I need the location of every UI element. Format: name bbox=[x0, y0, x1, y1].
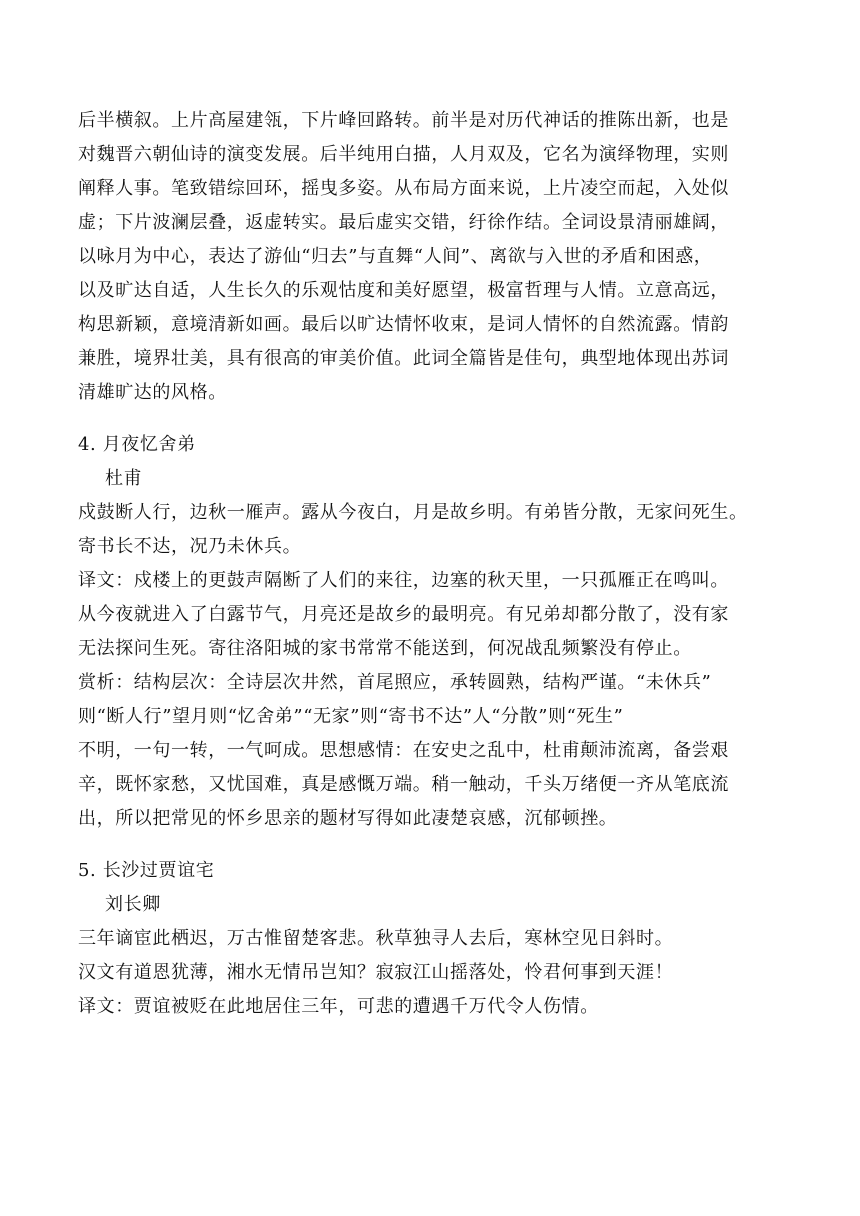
author-name: 刘长卿 bbox=[105, 894, 161, 915]
translation-line: 译文：戍楼上的更鼓声隔断了人们的来往，边塞的秋天里，一只孤雁正在鸣叫。 bbox=[78, 570, 729, 591]
analysis-line: 不明，一句一转，一气呵成。思想感情：在安史之乱中，杜甫颠沛流离，备尝艰 bbox=[78, 740, 729, 761]
poem-line: 汉文有道恩犹薄，湘水无情吊岂知？寂寂江山摇落处，怜君何事到天涯！ bbox=[78, 962, 674, 983]
paragraph-line: 以咏月为中心，表达了游仙“归去”与直舞“人间”、离欲与入世的矛盾和困惑， bbox=[78, 246, 713, 267]
poem-line: 三年谪宦此栖迟，万古惟留楚客悲。秋草独寻人去后，寒林空见日斜时。 bbox=[78, 928, 674, 949]
analysis-line: 辛，既怀家愁，又忧国难，真是感慨万端。稍一触动，千头万绪便一齐从笔底流 bbox=[78, 774, 729, 795]
section-heading: 5. 长沙过贾谊宅 bbox=[78, 860, 215, 881]
analysis-line: 则“断人行”望月则“忆舍弟”“无家”则“寄书不达”人“分散”则“死生” bbox=[78, 706, 624, 727]
translation-line: 从今夜就进入了白露节气，月亮还是故乡的最明亮。有兄弟却都分散了，没有家 bbox=[78, 604, 729, 625]
analysis-line: 出，所以把常见的怀乡思亲的题材写得如此凄楚哀感，沉郁顿挫。 bbox=[78, 808, 618, 829]
paragraph-line: 清雄旷达的风格。 bbox=[78, 382, 227, 403]
paragraph-line: 构思新颖，意境清新如画。最后以旷达情怀收束，是词人情怀的自然流露。情韵 bbox=[78, 314, 729, 335]
translation-line: 无法探问生死。寄往洛阳城的家书常常不能送到，何况战乱频繁没有停止。 bbox=[78, 638, 692, 659]
paragraph-line: 以及旷达自适，人生长久的乐观怙度和美好愿望，极富哲理与人情。立意高远， bbox=[78, 280, 729, 301]
section-heading: 4. 月夜忆舍弟 bbox=[78, 434, 196, 455]
poem-line: 寄书长不达，况乃未休兵。 bbox=[78, 536, 302, 557]
analysis-line: 赏析：结构层次：全诗层次井然，首尾照应，承转圆熟，结构严谨。“未休兵” bbox=[78, 672, 712, 693]
paragraph-line: 阐释人事。笔致错综回环，摇曳多姿。从布局方面来说，上片凌空而起，入处似 bbox=[78, 178, 729, 199]
paragraph-line: 虚；下片波澜层叠，返虚转实。最后虚实交错，纡徐作结。全词设景清丽雄阔， bbox=[78, 212, 729, 233]
translation-line: 译文：贾谊被贬在此地居住三年，可悲的遭遇千万代令人伤情。 bbox=[78, 996, 599, 1017]
paragraph-line: 对魏晋六朝仙诗的演变发展。后半纯用白描，人月双及，它名为演绎物理，实则 bbox=[78, 144, 729, 165]
author-name: 杜甫 bbox=[105, 468, 143, 489]
paragraph-line: 兼胜，境界壮美，具有很高的审美价值。此词全篇皆是佳句，典型地体现出苏词 bbox=[78, 348, 729, 369]
poem-line: 戍鼓断人行，边秋一雁声。露从今夜白，月是故乡明。有弟皆分散，无家问死生。 bbox=[78, 502, 748, 523]
paragraph-line: 后半横叙。上片高屋建瓴，下片峰回路转。前半是对历代神话的推陈出新，也是 bbox=[78, 110, 729, 131]
